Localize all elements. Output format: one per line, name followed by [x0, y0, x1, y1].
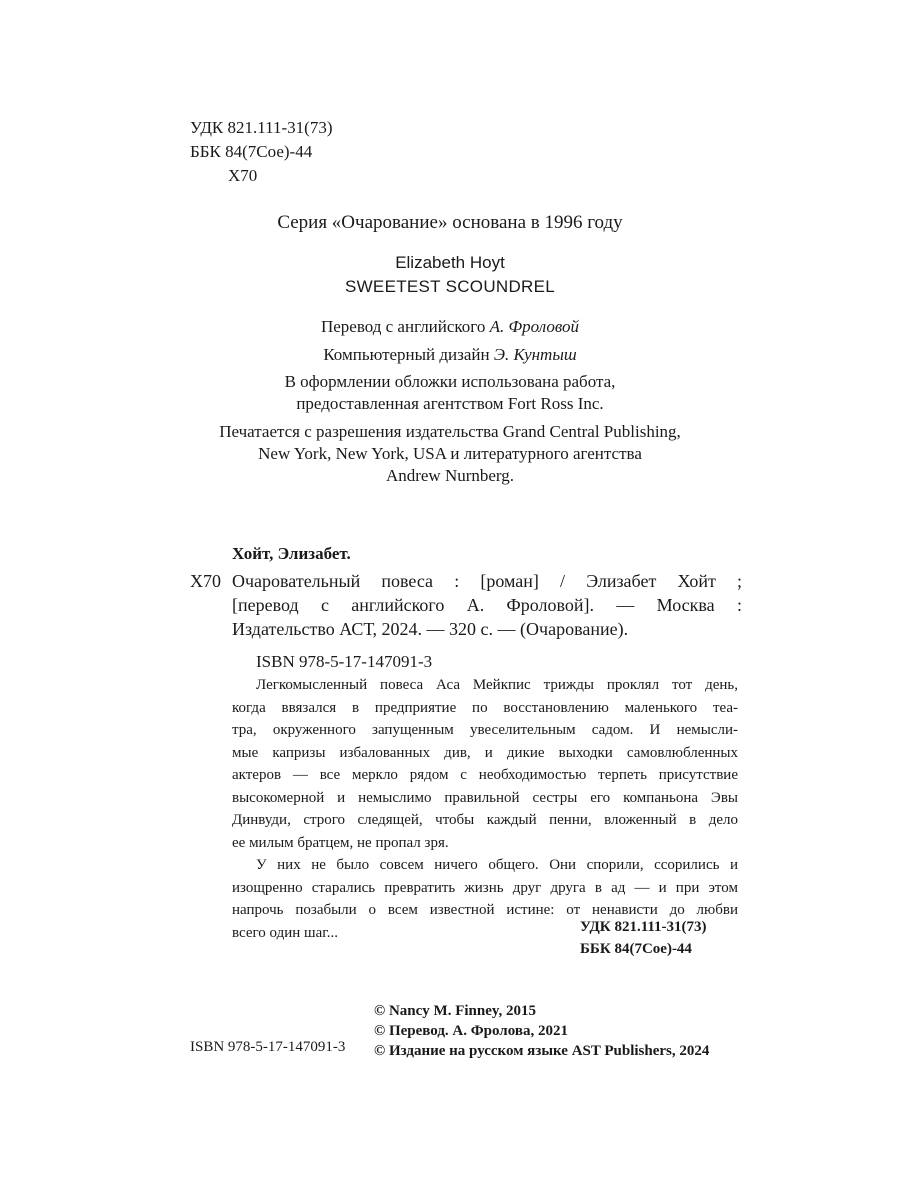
annotation — [232, 674, 738, 944]
annotation-line: ее милым братцем, не пропал зря. — [232, 834, 449, 851]
biblio-description — [232, 569, 742, 641]
copyright-line: © Издание на русском языке AST Publishers, 2024 — [374, 1043, 710, 1059]
copyright-line: © Перевод. А. Фролова, 2021 — [374, 1023, 568, 1039]
author-mark: Х70 — [228, 166, 258, 185]
designer-name: Э. Кунтыш — [493, 345, 577, 364]
original-author: Elizabeth Hoyt — [395, 253, 505, 272]
series-note: Серия «Очарование» основана в 1996 году — [277, 212, 623, 233]
permission-line: Andrew Nurnberg. — [385, 466, 515, 485]
annotation-line: актеров — все меркло рядом с необходимостью терпеть присутствие — [232, 767, 738, 783]
annotation-line: когда ввязался в предприятие по восстановлению маленького теа- — [232, 699, 738, 716]
cover-credit-line: предоставленная агентством Fort Ross Inc. — [296, 394, 604, 413]
biblio-isbn: ISBN 978-5-17-147091-3 — [256, 652, 433, 671]
cover-credit — [0, 371, 900, 415]
annotation-line: высокомерной и немыслимо правильной сестры его компаньона Эвы — [232, 789, 738, 806]
biblio-line: Очаровательный повеса : [роман] / Элизабет Хойт ; — [232, 571, 742, 591]
copyright-line: © Nancy M. Finney, 2015 — [374, 1003, 537, 1019]
annotation-line: всего один шаг... — [232, 924, 338, 941]
udk-code: УДК 821.111-31(73) — [190, 118, 333, 137]
annotation-line: напрочь позабыли о всем известной истине: от ненависти до любви — [232, 902, 738, 918]
design-credit — [0, 343, 900, 367]
annotation-line: изощренно старались превратить жизнь друг друга в ад — и при этом — [232, 879, 738, 896]
udk-code-bold: УДК 821.111-31(73) — [580, 919, 707, 935]
annotation-line: тра, окруженного запущенным увеселительным садом. И немысли- — [232, 722, 738, 738]
biblio-code: Х70 — [190, 571, 221, 591]
annotation-line: Динвуди, строго следящей, чтобы каждый пенни, вложенный в дело — [232, 812, 738, 828]
annotation-line: мые капризы избалованных див, и дикие выходки самовлюбленных — [232, 744, 738, 761]
copyright-block — [374, 1001, 709, 1061]
isbn-bottom: ISBN 978-5-17-147091-3 — [190, 1039, 346, 1055]
bbk-code: ББК 84(7Сое)-44 — [190, 142, 313, 161]
permission-line: Печатается с разрешения издательства Grand Central Publishing, — [219, 422, 681, 441]
biblio-line: [перевод с английского А. Фроловой]. — Москва : — [232, 595, 742, 615]
cover-credit-line: В оформлении обложки использована работа, — [284, 372, 616, 391]
classification-codes — [190, 116, 332, 188]
design-prefix: Компьютерный дизайн — [323, 345, 494, 364]
permission-note — [0, 421, 900, 487]
annotation-line: Легкомысленный повеса Аса Мейкпис трижды проклял тот день, — [256, 677, 738, 693]
original-title: SWEETEST SCOUNDREL — [344, 277, 556, 296]
translation-prefix: Перевод с английского — [320, 317, 490, 336]
translator-name: А. Фроловой — [489, 317, 580, 336]
translation-credit — [0, 315, 900, 339]
permission-line: New York, New York, USA и литературного агентства — [258, 444, 642, 463]
bbk-code-bold: ББК 84(7Сое)-44 — [580, 941, 692, 957]
classification-bold — [580, 916, 707, 960]
biblio-author: Хойт, Элизабет. — [232, 544, 351, 563]
biblio-line: Издательство АСТ, 2024. — 320 с. — (Очарование). — [232, 619, 629, 639]
annotation-line: У них не было совсем ничего общего. Они спорили, ссорились и — [256, 857, 738, 873]
